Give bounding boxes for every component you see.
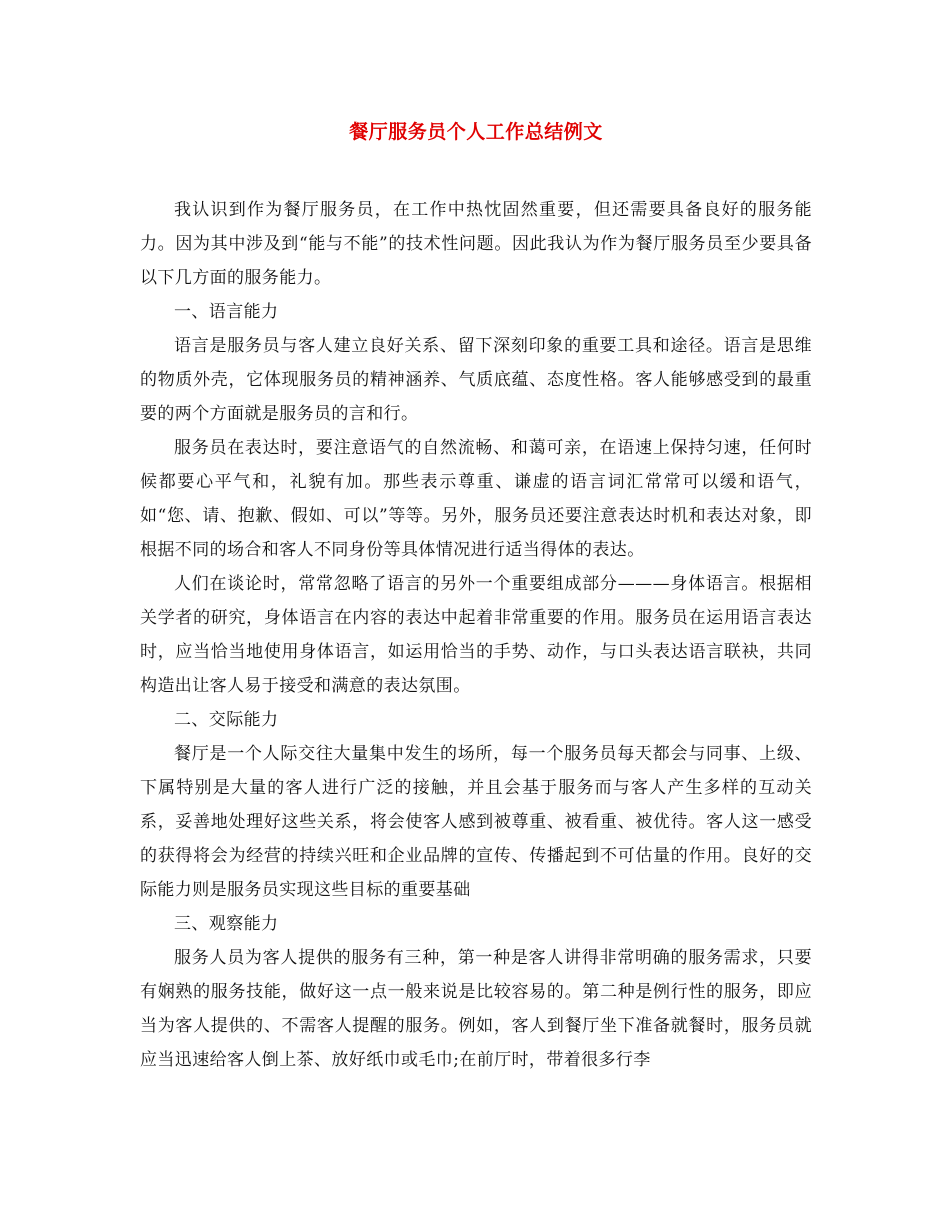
section-heading-language: 一、语言能力 bbox=[174, 302, 279, 322]
intro-paragraph: 我认识到作为餐厅服务员，在工作中热忱固然重要，但还需要具备良好的服务能力。因为其中涉及到“能与不能”的技术性问题。因此我认为作为餐厅服务员至少要具备以下几方面的服务能力。 bbox=[140, 200, 812, 288]
document-body bbox=[140, 118, 812, 1077]
paragraph-social-skills: 餐厅是一个人际交往大量集中发生的场所，每一个服务员每天都会与同事、上级、下属特别是大量的客人进行广泛的接触，并且会基于服务而与客人产生多样的互动关系，妥善地处理好这些关系，将会使客人感到被尊重、被看重、被优待。客人这一感受的获得将会为经营的持续兴旺和企业品牌的宣传、传播起到不可估量的作用。良好的交际能力则是服务员实现这些目标的重要基础 bbox=[140, 744, 812, 900]
paragraph-language-importance: 语言是服务员与客人建立良好关系、留下深刻印象的重要工具和途径。语言是思维的物质外壳，它体现服务员的精神涵养、气质底蕴、态度性格。客人能够感受到的最重要的两个方面就是服务员的言和行。 bbox=[140, 336, 812, 424]
paragraph-language-expression: 服务员在表达时，要注意语气的自然流畅、和蔼可亲，在语速上保持匀速，任何时候都要心平气和，礼貌有加。那些表示尊重、谦虚的语言词汇常常可以缓和语气，如“您、请、抱歉、假如、可以”等等。另外，服务员还要注意表达时机和表达对象，即根据不同的场合和客人不同身份等具体情况进行适当得体的表达。 bbox=[140, 438, 812, 560]
document-title: 餐厅服务员个人工作总结例文 bbox=[349, 121, 603, 143]
section-heading-social: 二、交际能力 bbox=[174, 710, 279, 730]
paragraph-observation: 服务人员为客人提供的服务有三种，第一种是客人讲得非常明确的服务需求，只要有娴熟的服务技能，做好这一点一般来说是比较容易的。第二种是例行性的服务，即应当为客人提供的、不需客人提醒的服务。例如，客人到餐厅坐下准备就餐时，服务员就应当迅速给客人倒上茶、放好纸巾或毛巾;在前厅时，带着很多行李 bbox=[140, 948, 812, 1070]
section-heading-observation: 三、观察能力 bbox=[174, 914, 279, 934]
paragraph-body-language: 人们在谈论时，常常忽略了语言的另外一个重要组成部分———身体语言。根据相关学者的研究，身体语言在内容的表达中起着非常重要的作用。服务员在运用语言表达时，应当恰当地使用身体语言，如运用恰当的手势、动作，与口头表达语言联袂，共同构造出让客人易于接受和满意的表达氛围。 bbox=[140, 574, 812, 696]
